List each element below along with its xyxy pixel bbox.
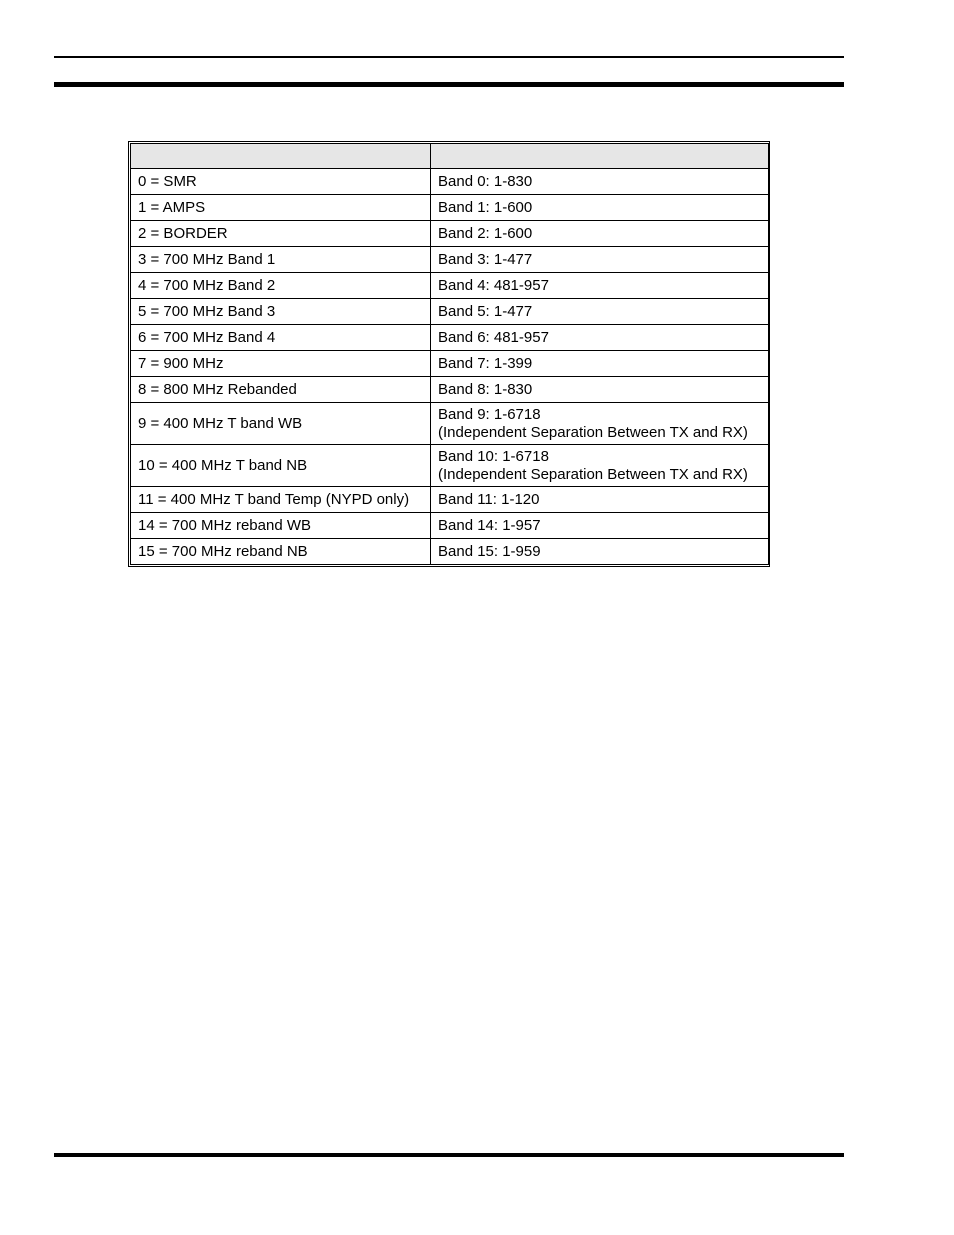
table-row <box>131 325 769 351</box>
table-row <box>131 377 769 403</box>
band-type-cell: 0 = SMR <box>131 169 431 195</box>
band-type-cell: 10 = 400 MHz T band NB <box>131 445 431 487</box>
channel-range-cell <box>431 169 769 195</box>
band-type-cell: 1 = AMPS <box>131 195 431 221</box>
band-type-cell: 3 = 700 MHz Band 1 <box>131 247 431 273</box>
header-rule-thick <box>54 82 844 87</box>
table-row <box>131 195 769 221</box>
table-row <box>131 539 769 565</box>
header-rule-thin <box>54 56 844 58</box>
channel-range-text: Band 0: 1-830 <box>438 172 533 190</box>
header-cell-channels <box>431 144 769 169</box>
channel-range-cell <box>431 351 769 377</box>
table-row <box>131 221 769 247</box>
table-row <box>131 513 769 539</box>
band-type-cell: 6 = 700 MHz Band 4 <box>131 325 431 351</box>
channel-range-text: Band 11: 1-120 <box>438 490 540 508</box>
band-type-cell: 5 = 700 MHz Band 3 <box>131 299 431 325</box>
table-row <box>131 273 769 299</box>
channel-range-text: Band 15: 1-959 <box>438 542 541 560</box>
channel-range-cell <box>431 247 769 273</box>
band-type-cell: 4 = 700 MHz Band 2 <box>131 273 431 299</box>
band-table <box>130 143 769 565</box>
channel-range-cell <box>431 325 769 351</box>
channel-range-cell <box>431 445 769 487</box>
band-type-cell: 11 = 400 MHz T band Temp (NYPD only) <box>131 487 431 513</box>
band-type-cell: 14 = 700 MHz reband WB <box>131 513 431 539</box>
header-cell-band-type <box>131 144 431 169</box>
channel-range-cell <box>431 487 769 513</box>
channel-range-cell <box>431 299 769 325</box>
band-type-cell: 15 = 700 MHz reband NB <box>131 539 431 565</box>
footer-rule-thick <box>54 1153 844 1157</box>
channel-range-text: Band 9: 1-6718 <box>438 405 541 423</box>
channel-range-text: Band 8: 1-830 <box>438 380 533 398</box>
table-row <box>131 169 769 195</box>
channel-range-cell <box>431 273 769 299</box>
table-row <box>131 445 769 487</box>
table-header-row <box>131 144 769 169</box>
channel-range-cell <box>431 403 769 445</box>
channel-range-text: Band 3: 1-477 <box>438 250 533 268</box>
channel-range-cell <box>431 221 769 247</box>
channel-range-text: Band 2: 1-600 <box>438 224 533 242</box>
table-row <box>131 247 769 273</box>
table-body <box>131 169 769 565</box>
channel-range-cell <box>431 377 769 403</box>
table-row <box>131 487 769 513</box>
band-type-cell: 8 = 800 MHz Rebanded <box>131 377 431 403</box>
channel-range-text: Band 14: 1-957 <box>438 516 541 534</box>
channel-range-note: (Independent Separation Between TX and RX) <box>438 465 748 483</box>
channel-range-text: Band 1: 1-600 <box>438 198 533 216</box>
band-type-cell: 2 = BORDER <box>131 221 431 247</box>
table-row <box>131 351 769 377</box>
channel-range-text: Band 4: 481-957 <box>438 276 549 294</box>
band-type-cell: 7 = 900 MHz <box>131 351 431 377</box>
table-row <box>131 299 769 325</box>
band-table-frame <box>128 141 770 567</box>
channel-range-text: Band 10: 1-6718 <box>438 447 549 465</box>
channel-range-cell <box>431 539 769 565</box>
channel-range-text: Band 6: 481-957 <box>438 328 549 346</box>
channel-range-cell <box>431 195 769 221</box>
channel-range-cell <box>431 513 769 539</box>
channel-range-text: Band 5: 1-477 <box>438 302 533 320</box>
band-type-cell: 9 = 400 MHz T band WB <box>131 403 431 445</box>
channel-range-text: Band 7: 1-399 <box>438 354 533 372</box>
table-row <box>131 403 769 445</box>
channel-range-note: (Independent Separation Between TX and RX) <box>438 423 748 441</box>
